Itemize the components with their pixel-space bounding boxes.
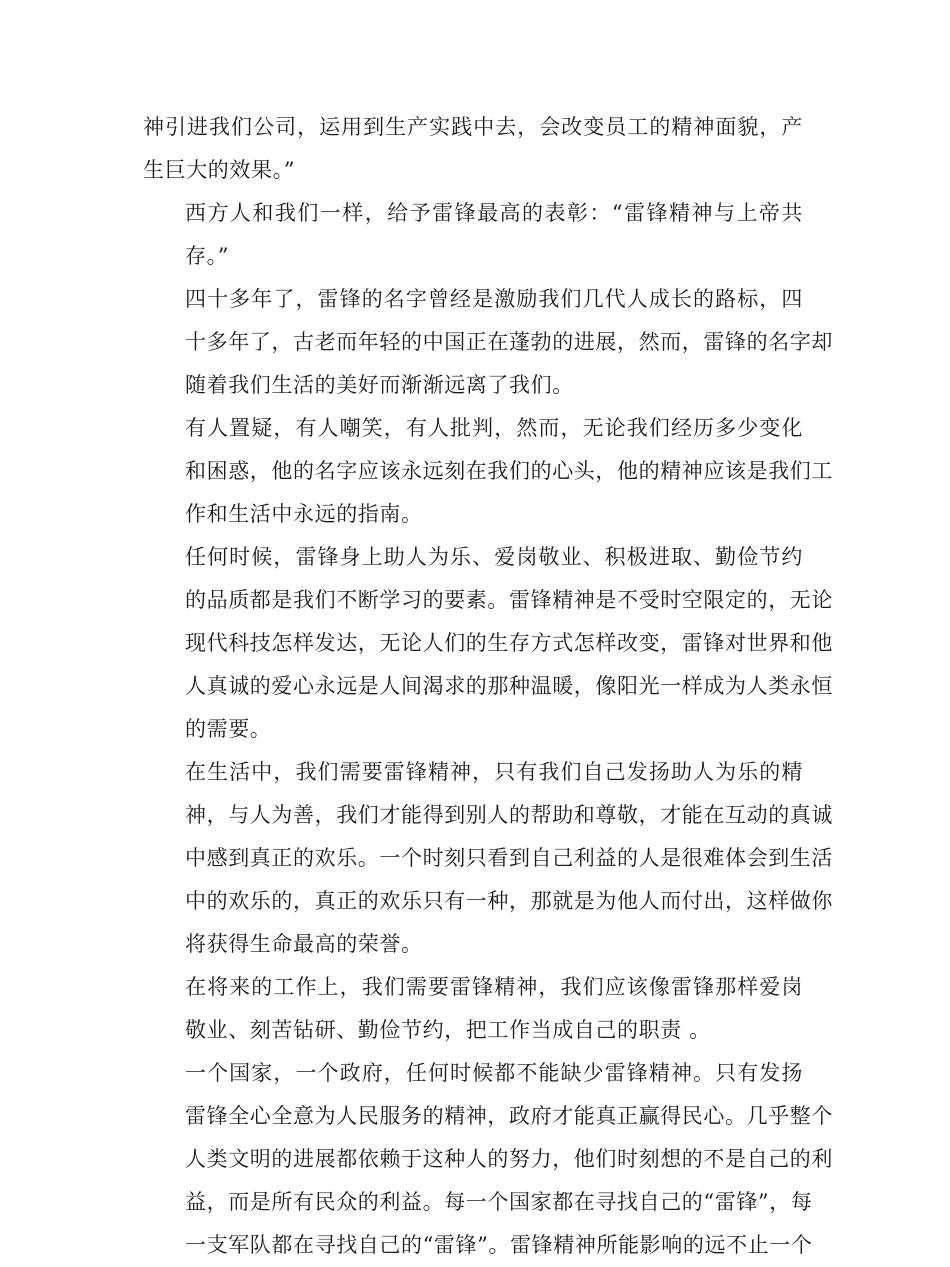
text-line: 西方人和我们一样，给予雷锋最高的表彰：“雷锋精神与上帝共 xyxy=(185,201,803,225)
text-line: 神，与人为善，我们才能得到别人的帮助和尊敬，才能在互动的真诚 xyxy=(185,803,833,827)
paragraph xyxy=(143,106,803,192)
text-line: 人真诚的爱心永远是人间渴求的那种温暖，像阳光一样成为人类永恒 xyxy=(185,674,833,698)
text-line: 一支军队都在寻找自己的“雷锋”。雷锋精神所能影响的远不止一个 xyxy=(185,1233,813,1257)
text-line: 的需要。 xyxy=(185,717,272,741)
paragraph xyxy=(143,278,833,407)
paragraph xyxy=(143,1052,833,1267)
paragraph xyxy=(143,536,833,751)
text-line: 任何时候，雷锋身上助人为乐、爱岗敬业、积极进取、勤俭节约 xyxy=(185,545,803,569)
text-line: 作和生活中永远的指南。 xyxy=(185,502,423,526)
document-body xyxy=(143,106,833,1267)
text-line: 中的欢乐的，真正的欢乐只有一种，那就是为他人而付出，这样做你 xyxy=(185,889,833,913)
paragraph xyxy=(143,966,803,1052)
text-line: 生巨大的效果。” xyxy=(143,158,296,182)
text-line: 存。” xyxy=(185,244,230,268)
text-line: 益，而是所有民众的利益。每一个国家都在寻找自己的“雷锋”，每 xyxy=(185,1190,813,1214)
text-line: 的品质都是我们不断学习的要素。雷锋精神是不受时空限定的，无论 xyxy=(185,588,833,612)
text-line: 有人置疑，有人嘲笑，有人批判，然而，无论我们经历多少变化 xyxy=(185,416,803,440)
text-line: 现代科技怎样发达，无论人们的生存方式怎样改变，雷锋对世界和他 xyxy=(185,631,833,655)
paragraph xyxy=(143,192,803,278)
text-line: 人类文明的进展都依赖于这种人的努力，他们时刻想的不是自己的利 xyxy=(185,1147,833,1171)
text-line: 雷锋全心全意为人民服务的精神，政府才能真正赢得民心。几乎整个 xyxy=(185,1104,833,1128)
text-line: 中感到真正的欢乐。一个时刻只看到自己利益的人是很难体会到生活 xyxy=(185,846,833,870)
paragraph xyxy=(143,751,833,966)
text-line: 敬业、刻苦钻研、勤俭节约，把工作当成自己的职责 。 xyxy=(185,1018,711,1042)
text-line: 将获得生命最高的荣誉。 xyxy=(185,932,423,956)
text-line: 在将来的工作上，我们需要雷锋精神，我们应该像雷锋那样爱岗 xyxy=(185,975,803,999)
text-line: 一个国家，一个政府，任何时候都不能缺少雷锋精神。只有发扬 xyxy=(185,1061,803,1085)
text-line: 随着我们生活的美好而渐渐远离了我们。 xyxy=(185,373,574,397)
paragraph xyxy=(143,407,833,536)
text-line: 四十多年了，雷锋的名字曾经是激励我们几代人成长的路标，四 xyxy=(185,287,803,311)
text-line: 十多年了，古老而年轻的中国正在蓬勃的进展，然而，雷锋的名字却 xyxy=(185,330,833,354)
text-line: 在生活中，我们需要雷锋精神，只有我们自己发扬助人为乐的精 xyxy=(185,760,803,784)
text-line: 和困惑，他的名字应该永远刻在我们的心头，他的精神应该是我们工 xyxy=(185,459,833,483)
text-line: 神引进我们公司，运用到生产实践中去，会改变员工的精神面貌，产 xyxy=(143,115,803,139)
